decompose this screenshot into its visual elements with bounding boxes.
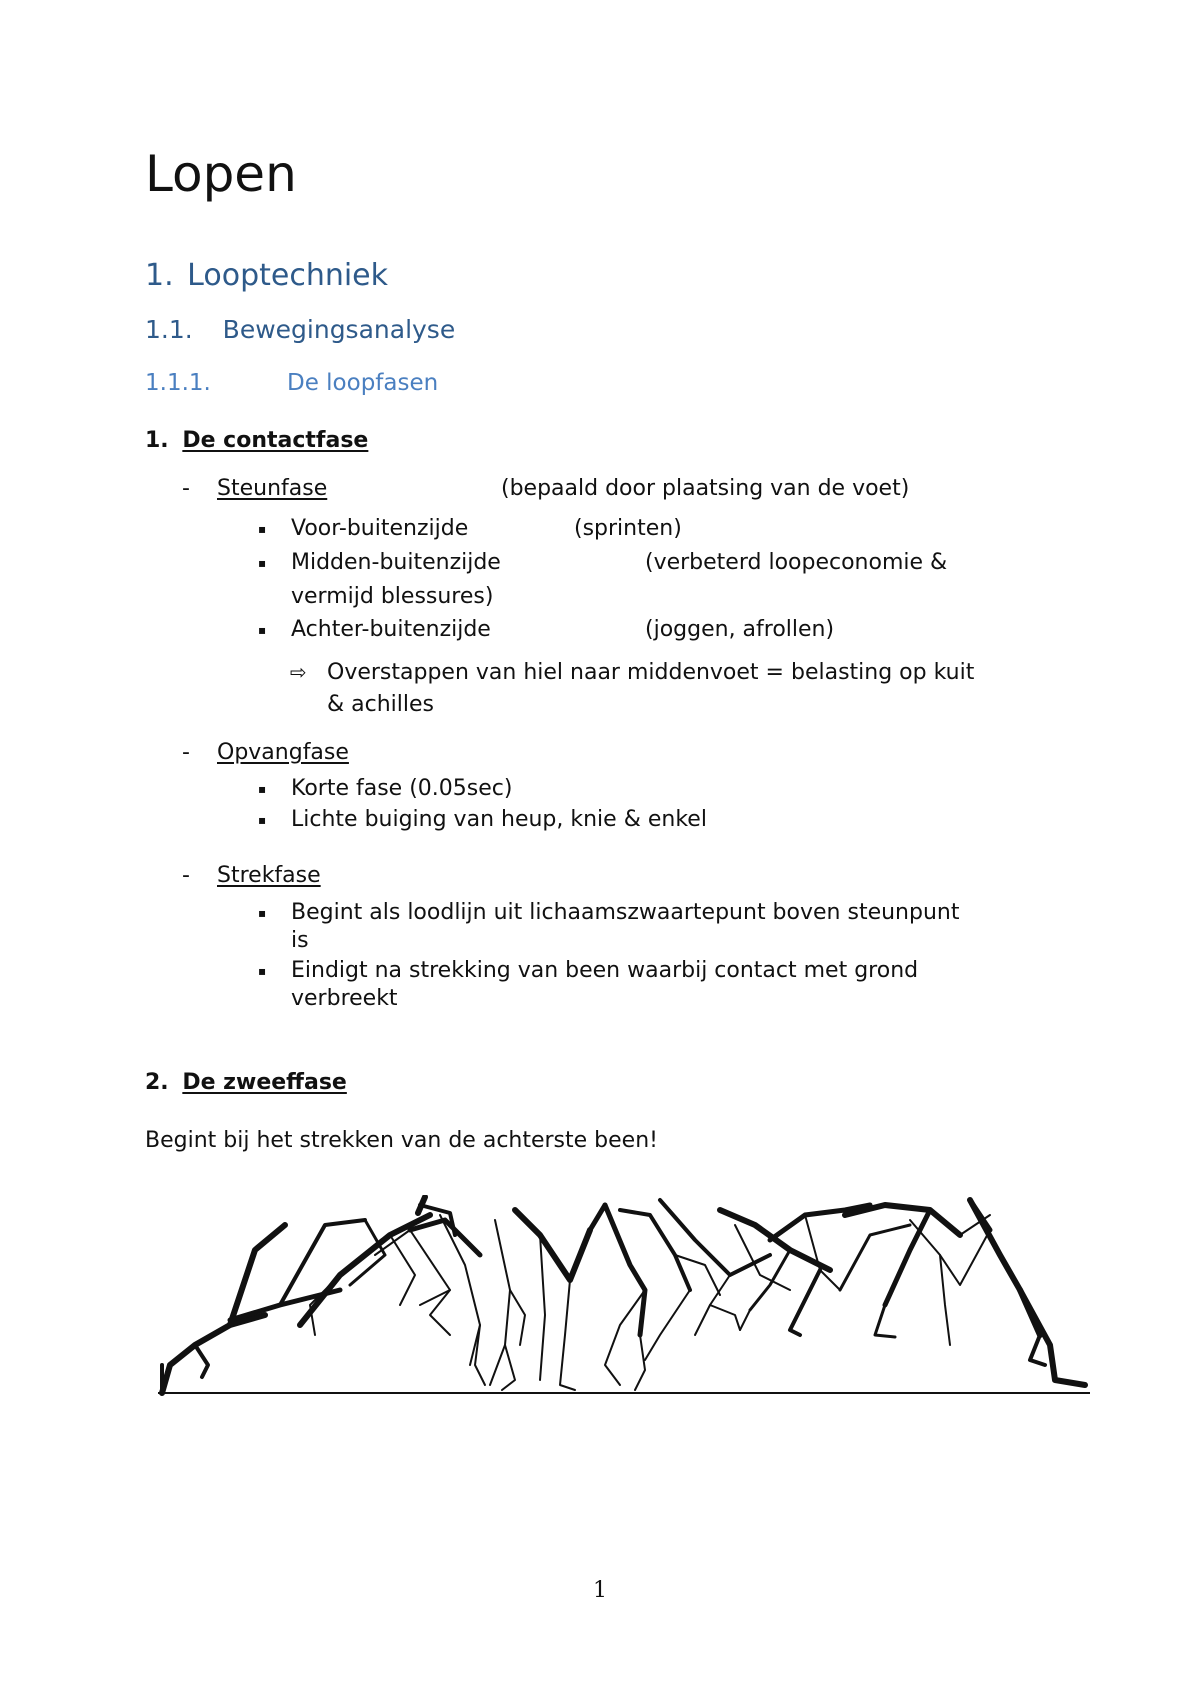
- section-2-number: 2.: [145, 1070, 169, 1095]
- heading-2-number: 1.1.: [145, 315, 193, 344]
- stick-figure: [230, 1220, 385, 1320]
- bullet-icon: ▪: [258, 556, 267, 570]
- dash-strekfase: -: [182, 863, 190, 888]
- steunfase-note: (bepaald door plaatsing van de voet): [501, 476, 910, 501]
- dash-opvangfase: -: [182, 740, 190, 765]
- arrow-right-icon: ⇨: [290, 660, 307, 684]
- heading-3-number: 1.1.1.: [145, 370, 211, 396]
- heading-2: [145, 315, 455, 344]
- stick-figure: [770, 1205, 910, 1335]
- page-title: Lopen: [145, 145, 297, 203]
- bullet-icon: ▪: [258, 813, 267, 827]
- dash-steunfase: -: [182, 476, 190, 501]
- heading-3-text: De loopfasen: [287, 370, 439, 396]
- arrow-note-line2: & achilles: [327, 692, 435, 717]
- section-1-title: De contactfase: [182, 428, 369, 453]
- stick-figures: [162, 1197, 1085, 1393]
- strekfase-item-line1: Eindigt na strekking van been waarbij contact met grond: [291, 958, 919, 983]
- steunfase-item-label: Midden-buitenzijde: [291, 550, 501, 575]
- section-2-text: Begint bij het strekken van de achterste been!: [145, 1128, 658, 1153]
- heading-1-text: Looptechniek: [187, 258, 389, 293]
- opvangfase-item: Korte fase (0.05sec): [291, 776, 513, 801]
- stick-figure: [515, 1205, 605, 1390]
- stick-figure: [660, 1200, 770, 1335]
- running-sequence-figure: [150, 1195, 1100, 1425]
- section-1-number: 1.: [145, 428, 169, 453]
- arrow-note-line1: Overstappen van hiel naar middenvoet = belasting op kuit: [327, 660, 975, 685]
- steunfase-item-label: Voor-buitenzijde: [291, 516, 469, 541]
- stick-figure: [620, 1210, 720, 1360]
- bullet-icon: ▪: [258, 906, 267, 920]
- bullet-icon: ▪: [258, 782, 267, 796]
- section-2-title: De zweeffase: [182, 1070, 347, 1095]
- stick-figure: [490, 1220, 525, 1390]
- steunfase-item-note: (sprinten): [574, 516, 682, 541]
- steunfase-label: Steunfase: [217, 476, 328, 501]
- heading-1-number: 1.: [145, 258, 174, 293]
- bullet-icon: ▪: [258, 964, 267, 978]
- bullet-icon: ▪: [258, 623, 267, 637]
- steunfase-item-note: (joggen, afrollen): [645, 617, 835, 642]
- stick-figure: [605, 1205, 645, 1390]
- strekfase-label: Strekfase: [217, 863, 321, 888]
- steunfase-item-note: (verbeterd loopeconomie &: [645, 550, 948, 575]
- heading-2-text: Bewegingsanalyse: [222, 315, 456, 344]
- heading-3: [145, 370, 439, 396]
- strekfase-item-line1: Begint als loodlijn uit lichaamszwaartepunt boven steunpunt: [291, 900, 960, 925]
- steunfase-item-note-cont: vermijd blessures): [291, 584, 494, 609]
- heading-1: [145, 258, 388, 293]
- stick-figure: [910, 1200, 1085, 1385]
- section-2-heading: [145, 1070, 347, 1095]
- opvangfase-item: Lichte buiging van heup, knie & enkel: [291, 807, 707, 832]
- steunfase-item-label: Achter-buitenzijde: [291, 617, 491, 642]
- bullet-icon: ▪: [258, 522, 267, 536]
- section-1-heading: [145, 428, 368, 453]
- strekfase-item-line2: is: [291, 928, 309, 953]
- strekfase-item-line2: verbreekt: [291, 986, 398, 1011]
- page-number: 1: [593, 1578, 607, 1603]
- opvangfase-label: Opvangfase: [217, 740, 349, 765]
